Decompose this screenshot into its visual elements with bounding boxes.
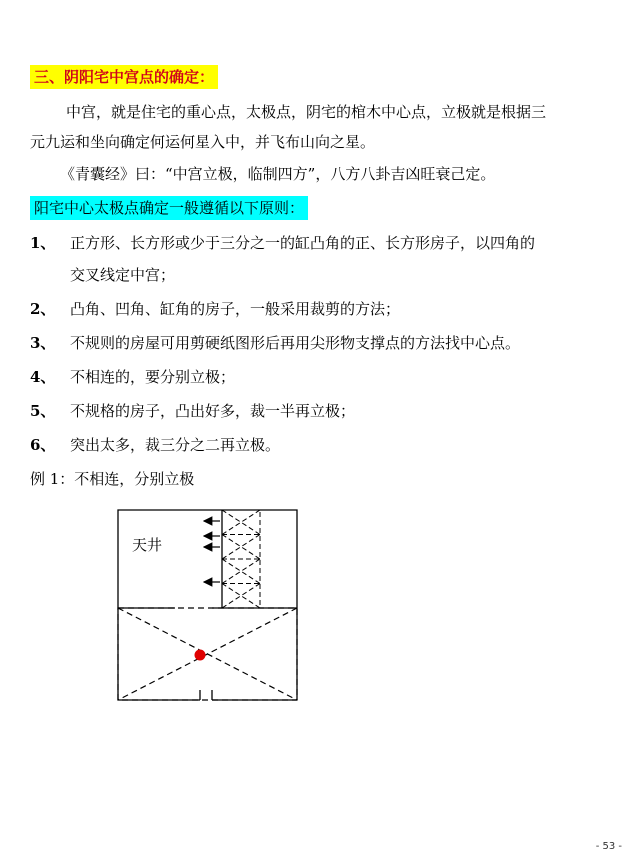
paragraph-2: 《青囊经》曰：“中宫立极，临制四方”，八方八卦吉凶旺衰己定。 [60, 165, 496, 183]
rule-number-5: 5、 [30, 402, 56, 420]
section-heading [30, 66, 218, 88]
rule-1-line-1: 正方形、长方形或少于三分之一的缸凸角的正、长方形房子，以四角的 [70, 234, 536, 252]
courtyard-label: 天井 [132, 536, 163, 554]
paragraph-1-line-1: 中宫，就是住宅的重心点，太极点，阴宅的棺木中心点，立极就是根据三 [66, 103, 547, 121]
floor-plan-diagram [100, 500, 320, 720]
paragraph-1-line-2: 元九运和坐向确定何运何星入中，并飞布山向之星。 [30, 133, 376, 151]
rule-4-text: 不相连的，要分别立极； [70, 368, 236, 386]
rule-number-2: 2、 [30, 300, 56, 318]
rule-number-3: 3、 [30, 334, 56, 352]
rule-number-4: 4、 [30, 368, 56, 386]
outer-wall-left-lower [118, 608, 200, 700]
example-label: 例 1：不相连，分别立极 [30, 470, 195, 488]
rule-5-text: 不规格的房子，凸出好多，裁一半再立极； [70, 402, 356, 420]
page-number: - 53 - [595, 841, 622, 852]
rule-3-text: 不规则的房屋可用剪硬纸图形后再用尖形物支撑点的方法找中心点。 [70, 334, 521, 352]
rule-1-line-2: 交叉线定中宫； [70, 266, 176, 284]
rule-6-text: 突出太多，裁三分之二再立极。 [70, 436, 281, 454]
rule-number-6: 6、 [30, 436, 56, 454]
direction-arrows [204, 521, 220, 582]
center-point-dot [195, 650, 206, 661]
subheading [30, 197, 308, 219]
rule-number-1: 1、 [30, 234, 56, 252]
rule-2-text: 凸角、凹角、缸角的房子，一般采用裁剪的方法； [70, 300, 401, 318]
section-heading-text: 三、阴阳宅中宫点的确定： [30, 65, 218, 89]
subheading-text: 阳宅中心太极点确定一般遵循以下原则： [30, 196, 308, 220]
